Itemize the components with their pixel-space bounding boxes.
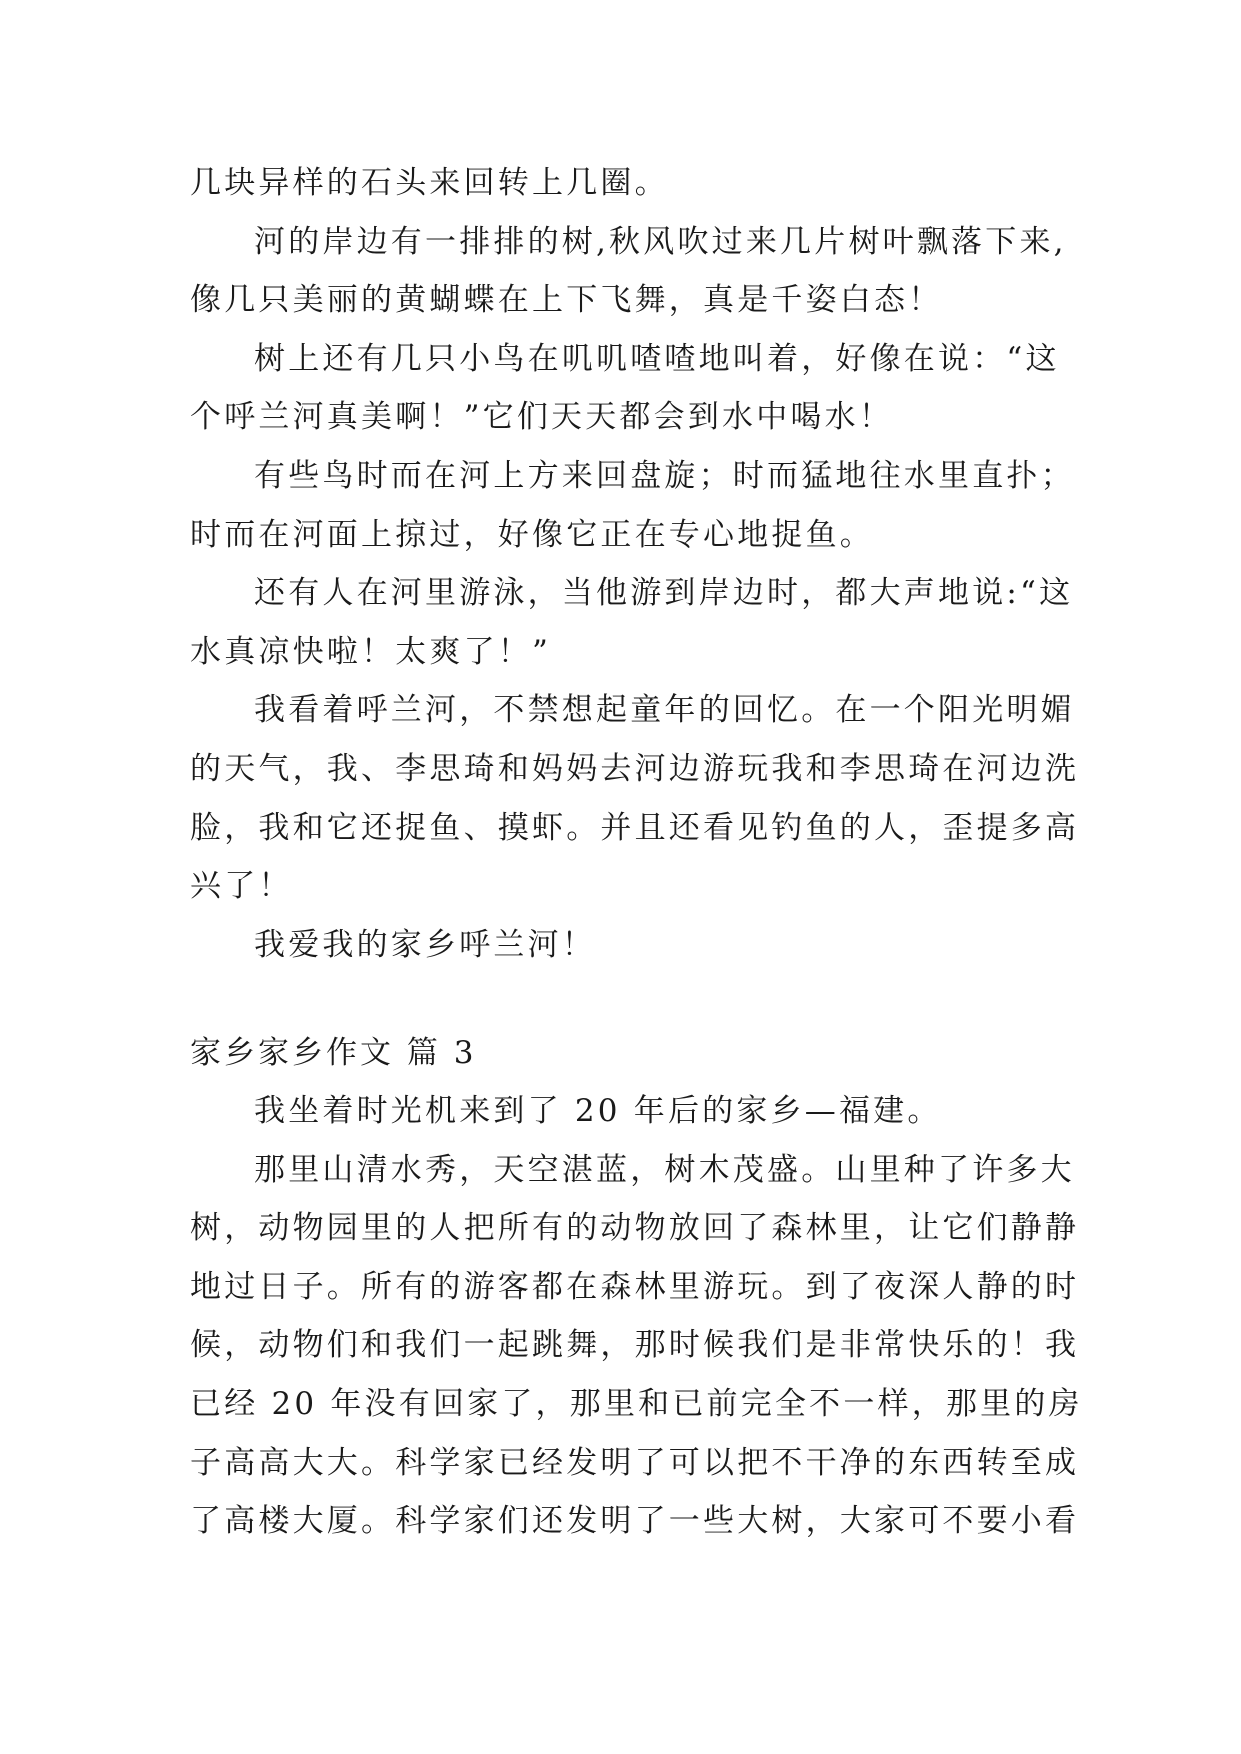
essay-section-1: [190, 154, 1080, 974]
text-line: 几块异样的石头来回转上几圈。: [190, 165, 669, 201]
text-line: 水真凉快啦！太爽了！”: [190, 633, 552, 670]
text-line: 树上还有几只小鸟在叽叽喳喳地叫着，好像在说：“这: [254, 340, 1060, 377]
text-line: 了高楼大厦。科学家们还发明了一些大树，大家可不要小看: [190, 1503, 1080, 1540]
text-line: 候，动物们和我们一起跳舞，那时候我们是非常快乐的！我: [190, 1327, 1080, 1364]
text-line: 河的岸边有一排排的树,秋风吹过来几片树叶飘落下来,: [254, 223, 1067, 260]
text-line: 树，动物园里的人把所有的动物放回了森林里，让它们静静: [190, 1210, 1080, 1247]
text-line: 兴了！: [190, 868, 293, 905]
section-heading: 家乡家乡作文 篇 3: [190, 1035, 477, 1071]
text-line: 我坐着时光机来到了 20 年后的家乡—福建。: [254, 1093, 942, 1129]
text-line: 我看着呼兰河，不禁想起童年的回忆。在一个阳光明媚: [254, 692, 1075, 729]
text-line: 像几只美丽的黄蝴蝶在上下飞舞，真是千姿白态！: [190, 282, 943, 319]
essay-section-2: [190, 1082, 1083, 1551]
text-line: 时而在河面上掠过，好像它正在专心地捉鱼。: [190, 516, 874, 553]
text-line: 地过日子。所有的游客都在森林里游玩。到了夜深人静的时: [190, 1268, 1080, 1305]
text-line: 有些鸟时而在河上方来回盘旋；时而猛地往水里直扑；: [254, 457, 1075, 494]
text-line: 还有人在河里游泳，当他游到岸边时，都大声地说:“这: [254, 575, 1074, 612]
text-line: 我爱我的家乡呼兰河！: [254, 926, 596, 963]
text-line: 那里山清水秀，天空湛蓝，树木茂盛。山里种了许多大: [254, 1151, 1075, 1188]
text-line: 个呼兰河真美啊！”它们天天都会到水中喝水！: [190, 399, 894, 436]
text-line: 脸，我和它还捉鱼、摸虾。并且还看见钓鱼的人，歪提多高: [190, 809, 1080, 846]
text-line: 已经 20 年没有回家了，那里和已前完全不一样，那里的房: [190, 1385, 1083, 1422]
text-line: 子高高大大。科学家已经发明了可以把不干净的东西转至成: [190, 1444, 1080, 1481]
text-line: 的天气，我、李思琦和妈妈去河边游玩我和李思琦在河边洗: [190, 750, 1080, 787]
